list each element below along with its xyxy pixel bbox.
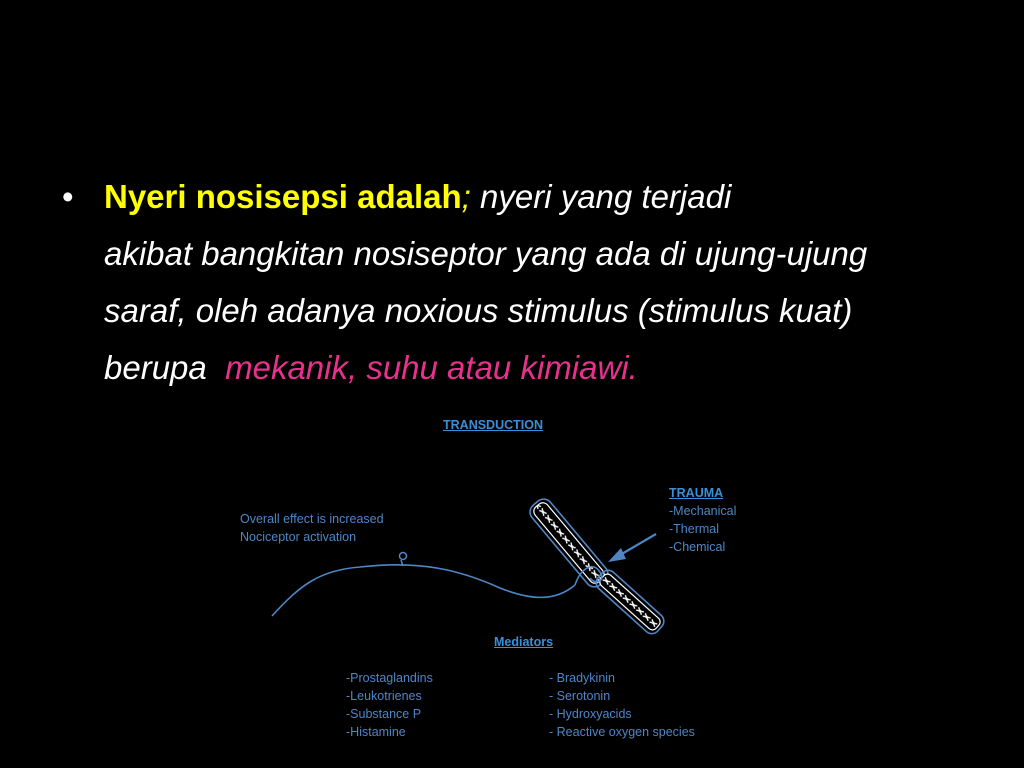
trauma-item: -Chemical	[669, 540, 726, 554]
trauma-list	[669, 484, 736, 556]
effect-note	[240, 510, 384, 546]
trauma-item: -Mechanical	[669, 504, 737, 518]
mediators-left-list	[346, 669, 433, 741]
mediator-item: - Serotonin	[549, 689, 611, 703]
nerve-ending-loop-icon	[400, 553, 407, 567]
mediators-heading: Mediators	[494, 635, 554, 649]
mediators-right-list	[549, 669, 695, 741]
bullet-emphasis: mekanik, suhu atau kimiawi.	[225, 349, 638, 386]
bullet-line-4-start: berupa	[104, 349, 207, 386]
mediator-item: -Histamine	[346, 725, 406, 739]
bullet-line-3: saraf, oleh adanya noxious stimulus (stimulus kuat)	[104, 292, 853, 329]
mediator-item: - Hydroxyacids	[549, 707, 632, 721]
trauma-item: -Thermal	[669, 522, 720, 536]
nerve-fiber-line	[272, 565, 575, 616]
effect-note-line: Nociceptor activation	[240, 530, 357, 544]
arrow-icon	[608, 534, 656, 562]
mediator-item: -Substance P	[346, 707, 422, 721]
bullet-line-2: akibat bangkitan nosiseptor yang ada di ujung-ujung	[104, 235, 868, 272]
bullet-semicolon: ;	[461, 178, 471, 215]
diagram-title: TRANSDUCTION	[443, 418, 543, 432]
mediator-item: -Leukotrienes	[346, 689, 422, 703]
tissue-strip-icon	[593, 567, 667, 637]
trauma-heading: TRAUMA	[669, 486, 724, 500]
mediator-item: -Prostaglandins	[346, 671, 433, 685]
bullet-lead: Nyeri nosisepsi adalah	[104, 178, 462, 215]
bullet-marker: •	[62, 178, 74, 215]
mediator-item: - Reactive oxygen species	[549, 725, 695, 739]
effect-note-line: Overall effect is increased	[240, 512, 384, 526]
mediator-item: - Bradykinin	[549, 671, 615, 685]
bullet-line-1-rest: nyeri yang terjadi	[480, 178, 732, 215]
